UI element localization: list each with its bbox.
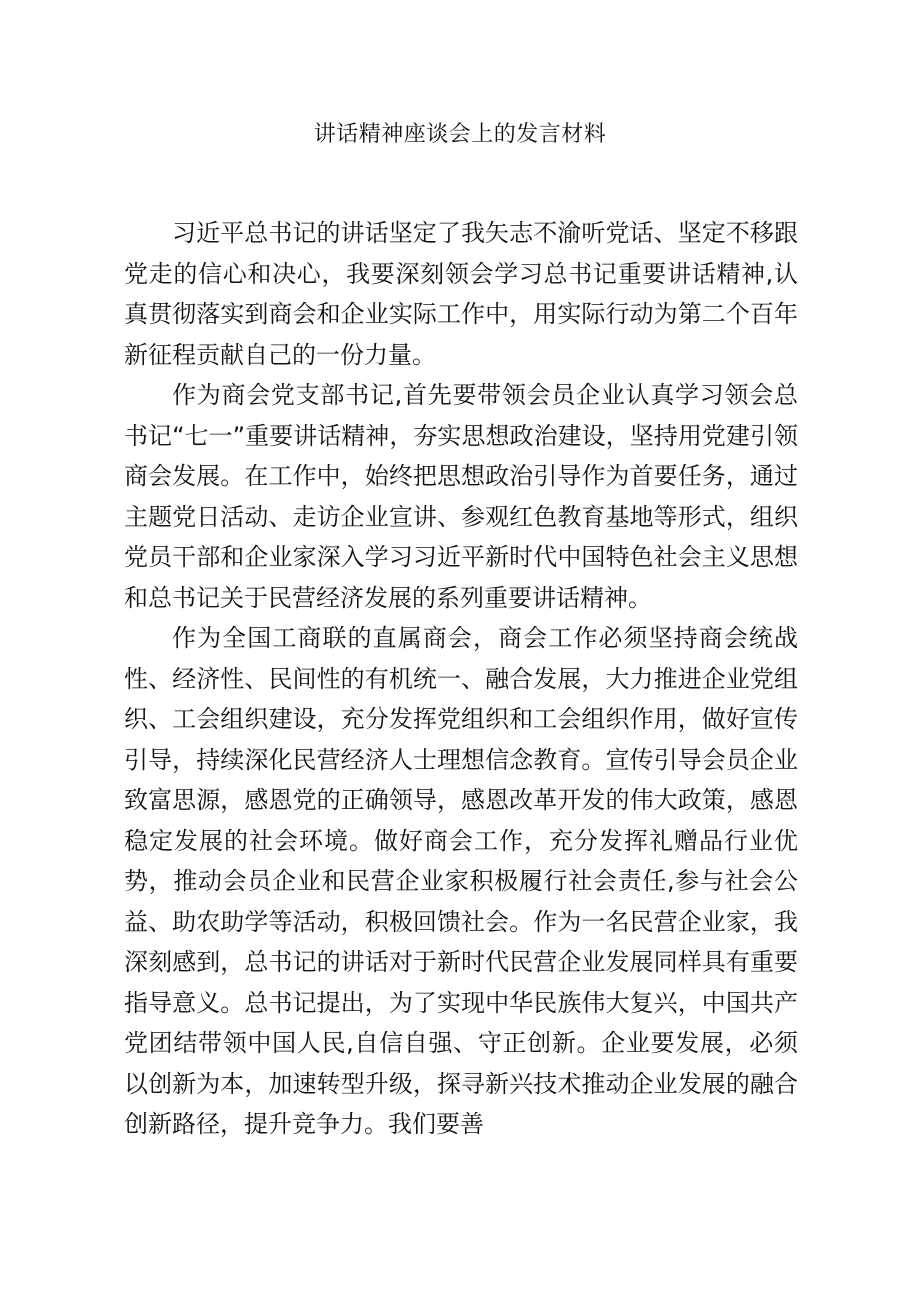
paragraph: 作为商会党支部书记,首先要带领会员企业认真学习领会总书记“七一”重要讲话精神，夯实思想政治建设，坚持用党建引领商会发展。在工作中，始终把思想政治引导作为首要任务，通过主题党日活动、走访企业宣讲、参观红色教育基地等形式，组织党员干部和企业家深入学习习近平新时代中国特色社会主义思想和总书记关于民营经济发展的系列重要讲话精神。 — [124, 381, 798, 612]
paragraph: 习近平总书记的讲话坚定了我矢志不渝听党话、坚定不移跟党走的信心和决心，我要深刻领会学习总书记重要讲话精神,认真贯彻落实到商会和企业实际工作中，用实际行动为第二个百年新征程贡献自己的一份力量。 — [124, 219, 798, 369]
document-body — [124, 213, 798, 1145]
document-title: 讲话精神座谈会上的发言材料 — [313, 122, 607, 147]
paragraph: 作为全国工商联的直属商会，商会工作必须坚持商会统战性、经济性、民间性的有机统一、融合发展，大力推进企业党组织、工会组织建设，充分发挥党组织和工会组织作用，做好宣传引导，持续深化民营经济人士理想信念教育。宣传引导会员企业致富思源，感恩党的正确领导，感恩改革开发的伟大政策，感恩稳定发展的社会环境。做好商会工作，充分发挥礼赠品行业优势，推动会员企业和民营企业家积极履行社会责任,参与社会公益、助农助学等活动，积极回馈社会。作为一名民营企业家，我深刻感到，总书记的讲话对于新时代民营企业发展同样具有重要指导意义。总书记提出，为了实现中华民族伟大复兴，中国共产党团结带领中国人民,自信自强、守正创新。企业要发展，必须以创新为本，加速转型升级，探寻新兴技术推动企业发展的融合创新路径，提升竞争力。我们要善 — [124, 624, 798, 1138]
